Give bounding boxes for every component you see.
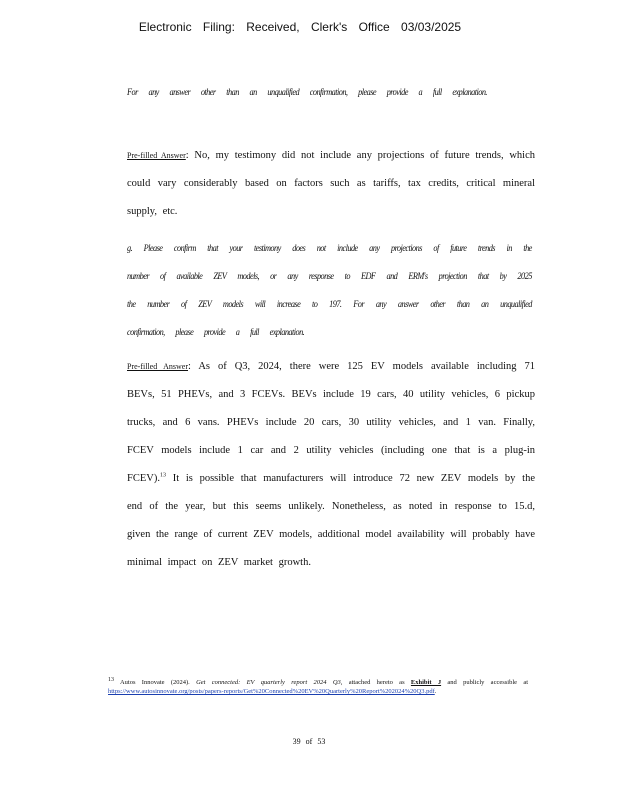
footnote [108, 678, 528, 696]
answer-text-2b: It is possible that manufacturers will introduce 72 new ZEV models by the end of the year, but this seems unlikely. Nonetheless, as noted in response to 15.d, given the range of current ZEV models, additional model availability will probably have minimal impact on ZEV market growth. [127, 473, 535, 568]
question-explanation-request: For any answer other than an unqualified confirmation, please provide a full explanation. [127, 87, 487, 97]
page-number: 39 of 53 [292, 737, 326, 746]
footnote-url-link[interactable]: https://www.autosinnovate.org/posts/papers-reports/Get%20Connected%20EV%20Quarterly%20Report%202024%20Q3.pdf [108, 688, 435, 695]
footnote-number: 13 [108, 676, 114, 683]
question-g: g. Please confirm that your testimony does not include any projections of future trends in the number of available ZEV models, or any response to EDF and ERM's projection that by 2025 the number of ZEV models will increase to 197. For any answer other than an unqualified confirmation, please provide a full explanation. [127, 243, 532, 337]
answer-text-2a: : As of Q3, 2024, there were 125 EV models available including 71 BEVs, 51 PHEVs, and 3 FCEVs. BEVs include 19 cars, 40 utility vehicles, 6 pickup trucks, and 6 vans. PHEVs include 20 cars, 30 utility vehicles, and 1 van. Finally, FCEV models include 1 car and 2 utility vehicles (including one that is a plug-in FCEV). [127, 361, 535, 484]
answer-paragraph-1 [127, 142, 535, 226]
footnote-title: Get connected: EV quarterly report 2024 Q3 [196, 679, 341, 686]
footnote-middle: , attached hereto as [340, 679, 405, 686]
answer-paragraph-2 [127, 353, 535, 577]
prefilled-answer-label: Pre-filled Answer [127, 362, 189, 371]
footnote-end: . [434, 688, 437, 695]
exhibit-label: Exhibit J [410, 679, 442, 686]
answer-text-1: : No, my testimony did not include any projections of future trends, which could vary considerably based on factors such as tariffs, tax credits, critical mineral supply, etc. [127, 150, 536, 217]
prefilled-answer-label: Pre-filled Answer [127, 151, 186, 160]
footnote-reference[interactable]: 13 [159, 472, 166, 479]
footnote-suffix: and publicly accessible at [447, 679, 529, 686]
filing-header: Electronic Filing: Received, Clerk's Office 03/03/2025 [138, 20, 462, 34]
footnote-prefix: Autos Innovate (2024). [119, 679, 190, 686]
